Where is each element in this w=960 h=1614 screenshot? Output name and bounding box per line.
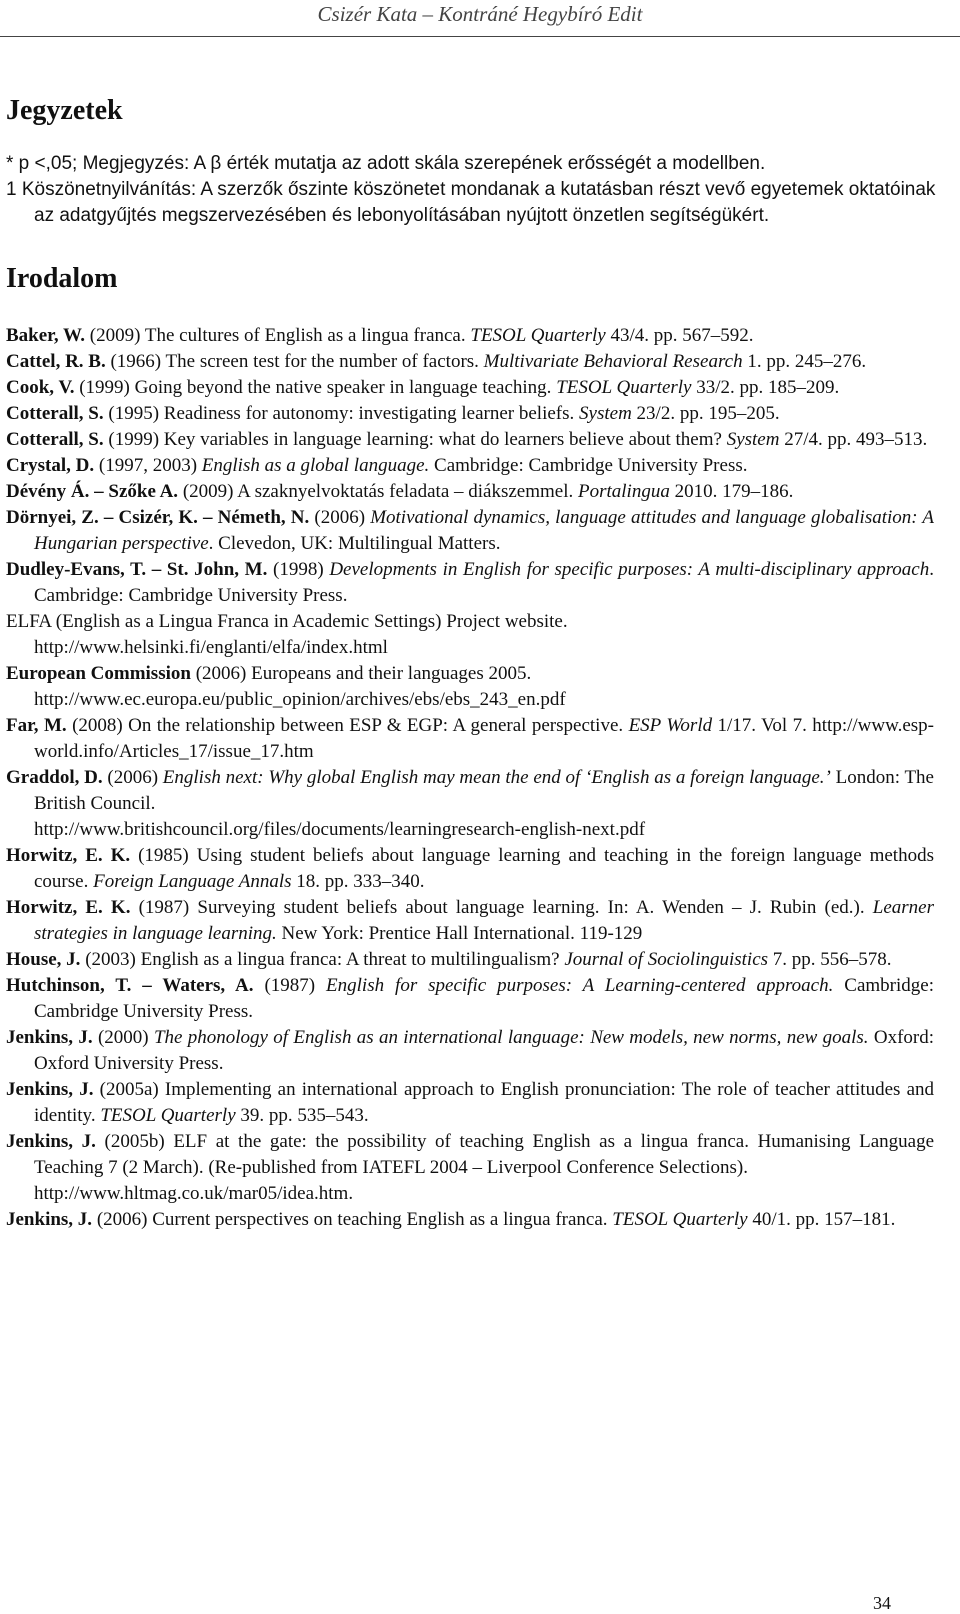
reference-text: (1966) The screen test for the number of factors. (105, 351, 484, 372)
reference-item (6, 973, 934, 1025)
reference-source: TESOL Quarterly (100, 1105, 236, 1126)
reference-text: (1999) Going beyond the native speaker in language teaching. (74, 377, 557, 398)
reference-author: Jenkins, J. (6, 1079, 94, 1100)
reference-text: (1987) (253, 975, 327, 996)
reference-details: 39. pp. 535–543. (235, 1105, 369, 1126)
reference-source: Motivational dynamics, language attitudes and language globalisation: A Hungarian perspective (34, 507, 934, 554)
reference-item (6, 479, 934, 505)
notes-title: Jegyzetek (6, 95, 123, 126)
reference-author: Horwitz, E. K. (6, 845, 131, 866)
reference-item (6, 453, 934, 479)
reference-author: European Commission (6, 663, 191, 684)
reference-text: (2005a) Implementing an international approach to English pronunciation: The role of teacher attitudes and identity. (34, 1079, 934, 1126)
reference-source: TESOL Quarterly (556, 377, 692, 398)
reference-source: Portalingua (578, 481, 670, 502)
reference-item (6, 1129, 934, 1207)
reference-details: . Clevedon, UK: Multilingual Matters. (208, 533, 501, 554)
reference-text: (2006) Current perspectives on teaching English as a lingua franca. (92, 1209, 613, 1230)
reference-source: English for specific purposes: A Learning-centered approach. (326, 975, 834, 996)
reference-item (6, 505, 934, 557)
reference-text: (1997, 2003) (94, 455, 202, 476)
reference-item (6, 609, 934, 661)
reference-item (6, 765, 934, 843)
reference-source: Learner strategies in language learning. (34, 897, 934, 944)
reference-details: 33/2. pp. 185–209. (691, 377, 840, 398)
reference-item (6, 1077, 934, 1129)
reference-source: ESP World (628, 715, 713, 736)
reference-details: Cambridge: Cambridge University Press. (429, 455, 748, 476)
reference-url[interactable]: http://www.helsinki.fi/englanti/elfa/index.html (34, 637, 388, 658)
reference-details: London: The British Council. (34, 767, 934, 814)
reference-author: Dévény Á. – Szőke A. (6, 481, 179, 502)
reference-item (6, 895, 934, 947)
reference-text: (1987) Surveying student beliefs about language learning. In: A. Wenden – J. Rubin (ed.). (130, 897, 873, 918)
reference-list (6, 323, 934, 1233)
reference-text: (1999) Key variables in language learning: what do learners believe about them? (103, 429, 727, 450)
reference-author: Jenkins, J. (6, 1027, 93, 1048)
reference-item (6, 401, 934, 427)
reference-author: Hutchinson, T. – Waters, A. (6, 975, 254, 996)
reference-source: System (726, 429, 780, 450)
reference-text: (2006) Europeans and their languages 2005. (190, 663, 532, 684)
reference-author: Graddol, D. (6, 767, 103, 788)
reference-details: 18. pp. 333–340. (291, 871, 425, 892)
reference-item (6, 427, 934, 453)
reference-source: Multivariate Behavioral Research (483, 351, 743, 372)
reference-author: Cotterall, S. (6, 429, 104, 450)
note-2: 1 Köszönetnyilvánítás: A szerzők őszinte köszönetet mondanak a kutatásban részt vevő egyetemek oktatóinak az adatgyűjtés megszervezésében és lebonyolításában nyújtott önzetlen segítségükért. (6, 179, 936, 226)
literature-title: Irodalom (6, 263, 118, 294)
reference-details: . Cambridge: Cambridge University Press. (34, 559, 934, 606)
reference-author: Cotterall, S. (6, 403, 104, 424)
reference-details: 2010. 179–186. (669, 481, 794, 502)
reference-text: (2000) (92, 1027, 154, 1048)
reference-item (6, 375, 934, 401)
reference-text: (1985) Using student beliefs about language learning and teaching in the foreign language methods course. (34, 845, 934, 892)
reference-text: (2003) English as a lingua franca: A threat to multilingualism? (80, 949, 565, 970)
reference-author: Jenkins, J. (6, 1209, 93, 1230)
reference-text: (2009) A szaknyelvoktatás feladata – diákszemmel. (178, 481, 578, 502)
reference-author: House, J. (6, 949, 81, 970)
reference-details: 1. pp. 245–276. (742, 351, 867, 372)
header-rule (0, 36, 960, 37)
reference-item (6, 661, 934, 713)
reference-author: Jenkins, J. (6, 1131, 96, 1152)
reference-source: Developments in English for specific purposes: A multi-disciplinary approach (329, 559, 930, 580)
reference-details: 43/4. pp. 567–592. (605, 325, 754, 346)
reference-author: Far, M. (6, 715, 67, 736)
note-1: * p <,05; Megjegyzés: A β érték mutatja az adott skála szerepének erősségét a modellben. (6, 153, 766, 174)
reference-author: Baker, W. (6, 325, 86, 346)
reference-author: Crystal, D. (6, 455, 95, 476)
reference-author: Dudley-Evans, T. – St. John, M. (6, 559, 268, 580)
reference-item (6, 1025, 934, 1077)
reference-item (6, 713, 934, 765)
running-head: Csizér Kata – Kontráné Hegybíró Edit (317, 2, 643, 26)
reference-text: (1995) Readiness for autonomy: investigating learner beliefs. (103, 403, 580, 424)
reference-item (6, 323, 934, 349)
reference-details: 7. pp. 556–578. (768, 949, 892, 970)
reference-details: 27/4. pp. 493–513. (779, 429, 928, 450)
reference-text: (2006) (309, 507, 371, 528)
reference-text: (2008) On the relationship between ESP & EGP: A general perspective. (66, 715, 629, 736)
reference-details: Oxford: Oxford University Press. (34, 1027, 935, 1074)
reference-url[interactable]: http://www.ec.europa.eu/public_opinion/archives/ebs/ebs_243_en.pdf (34, 689, 566, 710)
reference-source: The phonology of English as an international language: New models, new norms, new goals. (153, 1027, 869, 1048)
reference-item (6, 947, 934, 973)
reference-source: Foreign Language Annals (93, 871, 292, 892)
notes-section (6, 151, 956, 229)
reference-text: (1998) (267, 559, 330, 580)
page-number: 34 (873, 1593, 891, 1613)
reference-author: Cook, V. (6, 377, 75, 398)
reference-details: New York: Prentice Hall International. 119-129 (276, 923, 643, 944)
reference-source: English next: Why global English may mean the end of ‘English as a foreign language.’ (162, 767, 831, 788)
reference-author: Horwitz, E. K. (6, 897, 131, 918)
reference-text: (2009) The cultures of English as a lingua franca. (85, 325, 471, 346)
reference-text: (2006) (102, 767, 163, 788)
reference-item (6, 349, 934, 375)
reference-url[interactable]: http://www.britishcouncil.org/files/documents/learningresearch-english-next.pdf (34, 819, 646, 840)
reference-item (6, 557, 934, 609)
reference-source: System (579, 403, 632, 424)
reference-details: 23/2. pp. 195–205. (631, 403, 780, 424)
reference-details: 1/17. Vol 7. http://www.esp-world.info/Articles_17/issue_17.htm (34, 715, 935, 762)
reference-text: (2005b) ELF at the gate: the possibility of teaching English as a lingua franca. Humanising Language Teaching 7 (2 March). (Re-published from IATEFL 2004 – Liverpool Conference Selections). (34, 1131, 934, 1178)
reference-details: Cambridge: Cambridge University Press. (34, 975, 934, 1022)
reference-author: Dörnyei, Z. – Csizér, K. – Németh, N. (6, 507, 310, 528)
reference-text: ELFA (English as a Lingua Franca in Academic Settings) Project website. (6, 611, 568, 632)
reference-url[interactable]: http://www.hltmag.co.uk/mar05/idea.htm. (34, 1183, 354, 1204)
reference-details: 40/1. pp. 157–181. (747, 1209, 896, 1230)
reference-source: TESOL Quarterly (612, 1209, 748, 1230)
reference-source: English as a global language. (201, 455, 430, 476)
reference-source: Journal of Sociolinguistics (564, 949, 769, 970)
reference-source: TESOL Quarterly (470, 325, 606, 346)
reference-author: Cattel, R. B. (6, 351, 106, 372)
reference-item (6, 843, 934, 895)
reference-item (6, 1207, 934, 1233)
